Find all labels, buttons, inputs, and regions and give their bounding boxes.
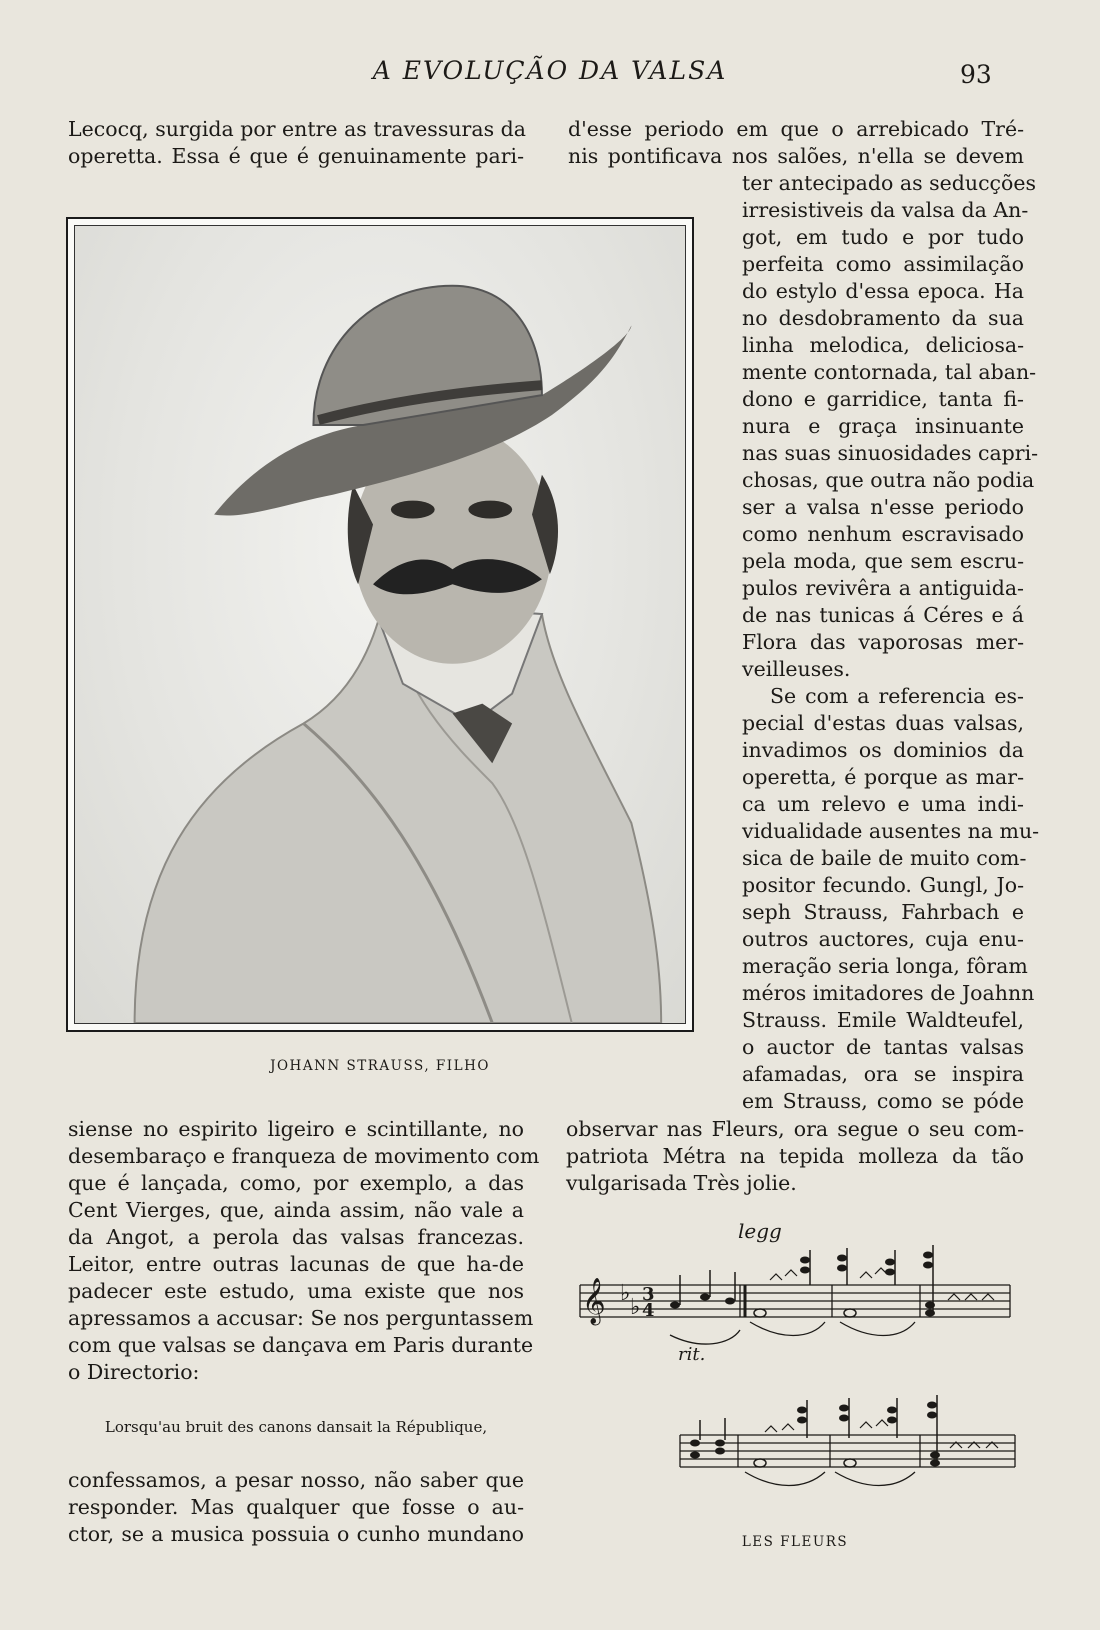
text-line: da Angot, a perola das valsas francezas. <box>68 1225 524 1249</box>
text-line: ser a valsa n'esse periodo <box>742 495 1024 519</box>
text-line: got, em tudo e por tudo <box>742 225 1024 249</box>
running-title: A EVOLUÇÃO DA VALSA <box>372 56 728 85</box>
text-line: vulgarisada Très jolie. <box>566 1171 797 1195</box>
music-notation <box>570 1210 1020 1510</box>
text-line: Lecocq, surgida por entre as travessuras da <box>68 117 526 141</box>
text-line: perfeita como assimilação <box>742 252 1024 276</box>
text-line: nis pontificava nos salões, n'ella se devem <box>568 144 1024 168</box>
text-line: meração seria longa, fôram <box>742 954 1028 978</box>
text-line: siense no espirito ligeiro e scintillante, no <box>68 1117 524 1141</box>
text-line: operetta. Essa é que é genuinamente pari- <box>68 144 524 168</box>
text-line: observar nas Fleurs, ora segue o seu com- <box>566 1117 1024 1141</box>
photo-caption: JOHANN STRAUSS, FILHO <box>270 1058 490 1074</box>
text-line: méros imitadores de Joahnn <box>742 981 1035 1005</box>
left-bottom-text <box>68 1116 540 1386</box>
text-line: o Directorio: <box>68 1360 200 1384</box>
text-line: positor fecundo. Gungl, Jo- <box>742 873 1024 897</box>
text-line: Leitor, entre outras lacunas de que ha-de <box>68 1252 524 1276</box>
text-line: pela moda, que sem escru- <box>742 549 1024 573</box>
left-final-text <box>68 1467 524 1548</box>
text-line: Se com a referencia es- <box>770 684 1024 708</box>
text-line: dono e garridice, tanta fi- <box>742 387 1024 411</box>
text-line: de nas tunicas á Céres e á <box>742 603 1024 627</box>
text-line: sica de baile de muito com- <box>742 846 1027 870</box>
right-bottom-text <box>566 1116 1024 1197</box>
text-line: seph Strauss, Fahrbach e <box>742 900 1024 924</box>
text-line: nura e graça insinuante <box>742 414 1024 438</box>
text-line: do estylo d'essa epoca. Ha <box>742 279 1024 303</box>
text-line: Strauss. Emile Waldteufel, <box>742 1008 1024 1032</box>
text-line: irresistiveis da valsa da An- <box>742 198 1029 222</box>
left-top-text <box>68 116 524 170</box>
text-line: o auctor de tantas valsas <box>742 1035 1024 1059</box>
ritardando-marking: rit. <box>678 1344 706 1365</box>
text-line: afamadas, ora se inspira <box>742 1062 1024 1086</box>
music-caption: LES FLEURS <box>741 1534 849 1550</box>
portrait-photo <box>66 217 694 1032</box>
text-line: no desdobramento da sua <box>742 306 1024 330</box>
text-line: apressamos a accusar: Se nos perguntassem <box>68 1306 534 1330</box>
right-top-text <box>568 116 1024 170</box>
portrait-drawing <box>75 226 685 1023</box>
text-line: ter antecipado as seducções <box>742 171 1037 195</box>
text-line: responder. Mas qualquer que fosse o au- <box>68 1495 524 1519</box>
text-line: mente contornada, tal aban- <box>742 360 1037 384</box>
text-line: ctor, se a musica possuia o cunho mundano <box>68 1522 524 1546</box>
text-line: patriota Métra na tepida molleza da tão <box>566 1144 1024 1168</box>
svg-text:♭: ♭ <box>620 1281 631 1306</box>
text-line: d'esse periodo em que o arrebicado Tré- <box>568 117 1024 141</box>
text-line: veilleuses. <box>742 657 851 681</box>
svg-text:4: 4 <box>642 1300 655 1321</box>
right-narrow-text <box>742 170 1040 1115</box>
text-line: outros auctores, cuja enu- <box>742 927 1024 951</box>
text-line: nas suas sinuosidades capri- <box>742 441 1039 465</box>
svg-text:♭: ♭ <box>630 1295 641 1320</box>
text-line: Cent Vierges, que, ainda assim, não vale a <box>68 1198 524 1222</box>
text-line: invadimos os dominios da <box>742 738 1024 762</box>
text-line: pecial d'estas duas valsas, <box>742 711 1024 735</box>
text-line: que é lançada, como, por exemplo, a das <box>68 1171 524 1195</box>
text-line: Flora das vaporosas mer- <box>742 630 1024 654</box>
text-line: ca um relevo e uma indi- <box>742 792 1024 816</box>
text-line: desembaraço e franqueza de movimento com <box>68 1144 540 1168</box>
text-line: pulos revivêra a antiguida- <box>742 576 1024 600</box>
text-line: como nenhum escravisado <box>742 522 1024 546</box>
music-score <box>570 1210 1020 1510</box>
text-line: padecer este estudo, uma existe que nos <box>68 1279 524 1303</box>
quotation: Lorsqu'au bruit des canons dansait la République, <box>104 1418 488 1436</box>
text-line: com que valsas se dançava em Paris durante <box>68 1333 534 1357</box>
svg-text:3: 3 <box>642 1284 655 1305</box>
portrait-image <box>74 225 686 1024</box>
tempo-marking: legg <box>738 1219 782 1243</box>
text-line: confessamos, a pesar nosso, não saber que <box>68 1468 524 1492</box>
text-line: chosas, que outra não podia <box>742 468 1035 492</box>
text-line: linha melodica, deliciosa- <box>742 333 1024 357</box>
svg-text:𝄞: 𝄞 <box>582 1278 606 1324</box>
page-number: 93 <box>960 60 992 89</box>
text-line: vidualidade ausentes na mu- <box>742 819 1040 843</box>
text-line: em Strauss, como se póde <box>742 1089 1024 1113</box>
text-line: operetta, é porque as mar- <box>742 765 1024 789</box>
